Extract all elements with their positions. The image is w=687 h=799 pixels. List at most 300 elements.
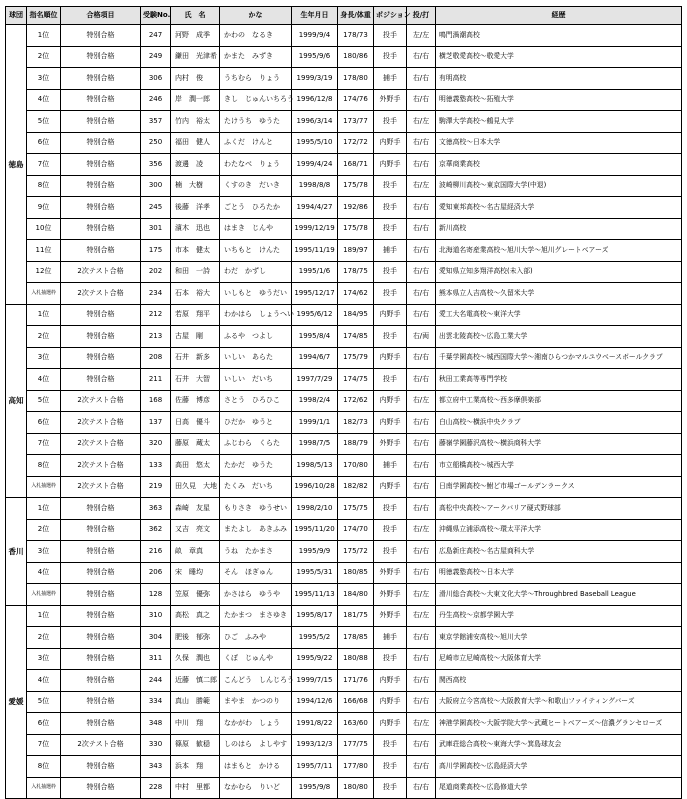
rank-cell: 9位 xyxy=(27,197,61,219)
rank-cell: 入札抽選枠 xyxy=(27,584,61,606)
height-weight-cell: 182/73 xyxy=(338,412,374,434)
table-row xyxy=(6,111,682,133)
table-row xyxy=(6,175,682,197)
pass-cell: 特別合格 xyxy=(61,670,141,692)
position-cell: 外野手 xyxy=(374,562,407,584)
position-cell: 外野手 xyxy=(374,584,407,606)
height-weight-cell: 180/85 xyxy=(338,562,374,584)
pass-cell: 2次テスト合格 xyxy=(61,412,141,434)
rank-cell: 6位 xyxy=(27,132,61,154)
dob-cell: 1995/5/31 xyxy=(292,562,338,584)
exam-no-cell: 213 xyxy=(141,326,171,348)
pass-cell: 2次テスト合格 xyxy=(61,261,141,283)
kana-cell: ふじわら くらた xyxy=(220,433,292,455)
dob-cell: 1998/2/4 xyxy=(292,390,338,412)
rank-cell: 7位 xyxy=(27,154,61,176)
height-weight-cell: 192/86 xyxy=(338,197,374,219)
exam-no-cell: 202 xyxy=(141,261,171,283)
exam-no-cell: 219 xyxy=(141,476,171,498)
rank-cell: 2位 xyxy=(27,46,61,68)
kana-cell: いしもと ゆうだい xyxy=(220,283,292,305)
height-weight-cell: 180/86 xyxy=(338,46,374,68)
throw-bat-cell: 右/右 xyxy=(407,240,436,262)
table-row xyxy=(6,433,682,455)
height-weight-cell: 184/95 xyxy=(338,304,374,326)
exam-no-cell: 133 xyxy=(141,455,171,477)
throw-bat-cell: 右/右 xyxy=(407,627,436,649)
table-row xyxy=(6,691,682,713)
table-row xyxy=(6,283,682,305)
pass-cell: 特別合格 xyxy=(61,68,141,90)
rank-cell: 3位 xyxy=(27,541,61,563)
dob-cell: 1999/1/1 xyxy=(292,412,338,434)
rank-cell: 2位 xyxy=(27,627,61,649)
throw-bat-cell: 右/右 xyxy=(407,648,436,670)
exam-no-cell: 348 xyxy=(141,713,171,735)
exam-no-cell: 357 xyxy=(141,111,171,133)
table-row xyxy=(6,89,682,111)
height-weight-cell: 174/62 xyxy=(338,283,374,305)
height-weight-cell: 175/78 xyxy=(338,175,374,197)
rank-cell: 4位 xyxy=(27,670,61,692)
dob-cell: 1994/4/27 xyxy=(292,197,338,219)
name-cell: 真山 勝範 xyxy=(171,691,220,713)
pass-cell: 特別合格 xyxy=(61,175,141,197)
height-weight-cell: 174/76 xyxy=(338,89,374,111)
position-cell: 投手 xyxy=(374,197,407,219)
pass-cell: 特別合格 xyxy=(61,240,141,262)
height-weight-cell: 175/72 xyxy=(338,541,374,563)
name-cell: 市本 健太 xyxy=(171,240,220,262)
rank-cell: 1位 xyxy=(27,605,61,627)
rank-cell: 8位 xyxy=(27,455,61,477)
rank-cell: 5位 xyxy=(27,111,61,133)
dob-cell: 1996/12/8 xyxy=(292,89,338,111)
kana-cell: かさはら ゆうや xyxy=(220,584,292,606)
name-cell: 石井 新多 xyxy=(171,347,220,369)
pass-cell: 特別合格 xyxy=(61,111,141,133)
kana-cell: ひご ふみや xyxy=(220,627,292,649)
header-exam-no: 受験No. xyxy=(141,7,171,25)
rank-cell: 11位 xyxy=(27,240,61,262)
name-cell: 久保 潤也 xyxy=(171,648,220,670)
career-cell: 明徳義塾高校～拓殖大学 xyxy=(436,89,682,111)
table-body xyxy=(6,25,682,799)
career-cell: 高松中央高校～アークバリア硬式野球部 xyxy=(436,498,682,520)
throw-bat-cell: 右/右 xyxy=(407,777,436,799)
career-cell: 千葉学園高校～城西国際大学～湘南ひらつかマルユウベースボールクラブ xyxy=(436,347,682,369)
rank-cell: 3位 xyxy=(27,347,61,369)
position-cell: 投手 xyxy=(374,519,407,541)
throw-bat-cell: 右/右 xyxy=(407,68,436,90)
career-cell: 出雲北陵高校～広島工業大学 xyxy=(436,326,682,348)
height-weight-cell: 177/80 xyxy=(338,756,374,778)
kana-cell: いしい あらた xyxy=(220,347,292,369)
height-weight-cell: 174/70 xyxy=(338,519,374,541)
name-cell: 若原 翔平 xyxy=(171,304,220,326)
dob-cell: 1993/12/3 xyxy=(292,734,338,756)
position-cell: 内野手 xyxy=(374,154,407,176)
team-cell: 徳島 xyxy=(6,25,27,305)
height-weight-cell: 180/80 xyxy=(338,777,374,799)
table-row xyxy=(6,648,682,670)
pass-cell: 特別合格 xyxy=(61,46,141,68)
name-cell: 田久見 大地 xyxy=(171,476,220,498)
position-cell: 内野手 xyxy=(374,670,407,692)
name-cell: 和田 一詩 xyxy=(171,261,220,283)
position-cell: 投手 xyxy=(374,541,407,563)
name-cell: 河野 成季 xyxy=(171,25,220,47)
name-cell: 宋 睡均 xyxy=(171,562,220,584)
kana-cell: かまた みずき xyxy=(220,46,292,68)
kana-cell: たくみ だいち xyxy=(220,476,292,498)
header-dob: 生年月日 xyxy=(292,7,338,25)
pass-cell: 特別合格 xyxy=(61,627,141,649)
kana-cell: しのはら よしやす xyxy=(220,734,292,756)
exam-no-cell: 304 xyxy=(141,627,171,649)
table-row xyxy=(6,498,682,520)
height-weight-cell: 166/68 xyxy=(338,691,374,713)
throw-bat-cell: 右/右 xyxy=(407,541,436,563)
throw-bat-cell: 右/左 xyxy=(407,175,436,197)
pass-cell: 特別合格 xyxy=(61,369,141,391)
position-cell: 内野手 xyxy=(374,347,407,369)
table-row xyxy=(6,519,682,541)
height-weight-cell: 178/75 xyxy=(338,261,374,283)
throw-bat-cell: 右/右 xyxy=(407,756,436,778)
kana-cell: たかだ ゆうた xyxy=(220,455,292,477)
exam-no-cell: 320 xyxy=(141,433,171,455)
name-cell: 近藤 慎二郎 xyxy=(171,670,220,692)
pass-cell: 2次テスト合格 xyxy=(61,734,141,756)
exam-no-cell: 306 xyxy=(141,68,171,90)
position-cell: 投手 xyxy=(374,175,407,197)
table-row xyxy=(6,390,682,412)
kana-cell: うちむら りょう xyxy=(220,68,292,90)
name-cell: 岸 潤一郎 xyxy=(171,89,220,111)
pass-cell: 特別合格 xyxy=(61,197,141,219)
height-weight-cell: 181/75 xyxy=(338,605,374,627)
height-weight-cell: 177/75 xyxy=(338,734,374,756)
career-cell: 日南学園高校～鮒ど市場ゴールデンラークス xyxy=(436,476,682,498)
position-cell: 内野手 xyxy=(374,390,407,412)
career-cell: 秋田工業高等専門学校 xyxy=(436,369,682,391)
dob-cell: 1995/9/6 xyxy=(292,46,338,68)
pass-cell: 2次テスト合格 xyxy=(61,455,141,477)
pass-cell: 特別合格 xyxy=(61,713,141,735)
position-cell: 投手 xyxy=(374,756,407,778)
career-cell: 尼崎市立尼崎高校～大阪体育大学 xyxy=(436,648,682,670)
table-row xyxy=(6,455,682,477)
name-cell: 浜本 翔 xyxy=(171,756,220,778)
name-cell: 楠 大樹 xyxy=(171,175,220,197)
career-cell: 白山高校～横浜中央クラブ xyxy=(436,412,682,434)
table-row xyxy=(6,412,682,434)
position-cell: 投手 xyxy=(374,326,407,348)
table-row xyxy=(6,240,682,262)
height-weight-cell: 175/78 xyxy=(338,218,374,240)
career-cell: 関西高校 xyxy=(436,670,682,692)
rank-cell: 4位 xyxy=(27,562,61,584)
throw-bat-cell: 右/左 xyxy=(407,390,436,412)
dob-cell: 1994/12/6 xyxy=(292,691,338,713)
header-height-weight: 身長/体重 xyxy=(338,7,374,25)
name-cell: 畝 章真 xyxy=(171,541,220,563)
exam-no-cell: 343 xyxy=(141,756,171,778)
rank-cell: 2位 xyxy=(27,326,61,348)
throw-bat-cell: 右/左 xyxy=(407,111,436,133)
kana-cell: ひだか ゆうと xyxy=(220,412,292,434)
header-position: ポジション xyxy=(374,7,407,25)
position-cell: 捕手 xyxy=(374,455,407,477)
exam-no-cell: 216 xyxy=(141,541,171,563)
exam-no-cell: 310 xyxy=(141,605,171,627)
throw-bat-cell: 右/右 xyxy=(407,46,436,68)
exam-no-cell: 362 xyxy=(141,519,171,541)
table-row xyxy=(6,369,682,391)
career-cell: 駒澤大学高校～鶴見大学 xyxy=(436,111,682,133)
dob-cell: 1991/8/22 xyxy=(292,713,338,735)
dob-cell: 1996/10/28 xyxy=(292,476,338,498)
table-row xyxy=(6,670,682,692)
dob-cell: 1995/7/11 xyxy=(292,756,338,778)
table-row xyxy=(6,734,682,756)
position-cell: 内野手 xyxy=(374,691,407,713)
pass-cell: 特別合格 xyxy=(61,541,141,563)
position-cell: 投手 xyxy=(374,261,407,283)
kana-cell: そん ほぎゅん xyxy=(220,562,292,584)
career-cell: 武庫荘総合高校～東海大学～箕島球友会 xyxy=(436,734,682,756)
name-cell: 高松 真之 xyxy=(171,605,220,627)
pass-cell: 特別合格 xyxy=(61,648,141,670)
table-row xyxy=(6,347,682,369)
exam-no-cell: 250 xyxy=(141,132,171,154)
throw-bat-cell: 右/右 xyxy=(407,369,436,391)
career-cell: 北海道名寄産業高校～旭川大学～旭川グレートベアーズ xyxy=(436,240,682,262)
name-cell: 竹内 裕太 xyxy=(171,111,220,133)
draft-table-wrapper xyxy=(5,6,682,799)
name-cell: 森崎 友星 xyxy=(171,498,220,520)
kana-cell: きし じゅんいちろう xyxy=(220,89,292,111)
rank-cell: 5位 xyxy=(27,691,61,713)
position-cell: 内野手 xyxy=(374,476,407,498)
pass-cell: 2次テスト合格 xyxy=(61,433,141,455)
position-cell: 投手 xyxy=(374,498,407,520)
height-weight-cell: 189/97 xyxy=(338,240,374,262)
table-row xyxy=(6,476,682,498)
kana-cell: まやま かつのり xyxy=(220,691,292,713)
height-weight-cell: 188/79 xyxy=(338,433,374,455)
dob-cell: 1995/8/17 xyxy=(292,605,338,627)
exam-no-cell: 246 xyxy=(141,89,171,111)
header-rank: 指名順位 xyxy=(27,7,61,25)
position-cell: 投手 xyxy=(374,777,407,799)
career-cell: 滑川総合高校～大東文化大学～Throughbred Baseball League xyxy=(436,584,682,606)
position-cell: 外野手 xyxy=(374,89,407,111)
dob-cell: 1994/6/7 xyxy=(292,347,338,369)
throw-bat-cell: 右/右 xyxy=(407,476,436,498)
height-weight-cell: 178/85 xyxy=(338,627,374,649)
throw-bat-cell: 右/左 xyxy=(407,519,436,541)
dob-cell: 1995/11/19 xyxy=(292,240,338,262)
position-cell: 捕手 xyxy=(374,627,407,649)
exam-no-cell: 211 xyxy=(141,369,171,391)
kana-cell: ふくだ けんと xyxy=(220,132,292,154)
table-row xyxy=(6,154,682,176)
career-cell: 尾道商業高校～広島修道大学 xyxy=(436,777,682,799)
pass-cell: 特別合格 xyxy=(61,326,141,348)
table-row xyxy=(6,605,682,627)
exam-no-cell: 175 xyxy=(141,240,171,262)
career-cell: 愛知東邦高校～名古屋経済大学 xyxy=(436,197,682,219)
dob-cell: 1997/7/29 xyxy=(292,369,338,391)
rank-cell: 6位 xyxy=(27,713,61,735)
height-weight-cell: 170/80 xyxy=(338,455,374,477)
exam-no-cell: 356 xyxy=(141,154,171,176)
pass-cell: 特別合格 xyxy=(61,218,141,240)
position-cell: 捕手 xyxy=(374,240,407,262)
pass-cell: 特別合格 xyxy=(61,756,141,778)
throw-bat-cell: 右/右 xyxy=(407,197,436,219)
exam-no-cell: 228 xyxy=(141,777,171,799)
name-cell: 篠原 歓穏 xyxy=(171,734,220,756)
dob-cell: 1995/12/17 xyxy=(292,283,338,305)
height-weight-cell: 178/73 xyxy=(338,25,374,47)
kana-cell: またよし あきふみ xyxy=(220,519,292,541)
pass-cell: 2次テスト合格 xyxy=(61,390,141,412)
kana-cell: わだ かずし xyxy=(220,261,292,283)
rank-cell: 8位 xyxy=(27,175,61,197)
career-cell: 沖縄県立浦添高校～環太平洋大学 xyxy=(436,519,682,541)
position-cell: 外野手 xyxy=(374,605,407,627)
header-pass: 合格項目 xyxy=(61,7,141,25)
name-cell: 内村 俊 xyxy=(171,68,220,90)
pass-cell: 特別合格 xyxy=(61,691,141,713)
rank-cell: 1位 xyxy=(27,304,61,326)
position-cell: 内野手 xyxy=(374,713,407,735)
name-cell: 藤原 蔵太 xyxy=(171,433,220,455)
throw-bat-cell: 右/右 xyxy=(407,89,436,111)
pass-cell: 2次テスト合格 xyxy=(61,283,141,305)
pass-cell: 特別合格 xyxy=(61,519,141,541)
exam-no-cell: 301 xyxy=(141,218,171,240)
height-weight-cell: 173/77 xyxy=(338,111,374,133)
throw-bat-cell: 右/両 xyxy=(407,326,436,348)
dob-cell: 1998/8/8 xyxy=(292,175,338,197)
table-row xyxy=(6,326,682,348)
exam-no-cell: 363 xyxy=(141,498,171,520)
kana-cell: なかがわ しょう xyxy=(220,713,292,735)
pass-cell: 特別合格 xyxy=(61,89,141,111)
career-cell: 広島新庄高校～名古屋商科大学 xyxy=(436,541,682,563)
career-cell: 新川高校 xyxy=(436,218,682,240)
team-cell: 愛媛 xyxy=(6,605,27,799)
dob-cell: 1995/1/6 xyxy=(292,261,338,283)
pass-cell: 特別合格 xyxy=(61,25,141,47)
dob-cell: 1998/7/5 xyxy=(292,433,338,455)
throw-bat-cell: 右/左 xyxy=(407,605,436,627)
throw-bat-cell: 右/右 xyxy=(407,734,436,756)
table-row xyxy=(6,713,682,735)
dob-cell: 1999/4/24 xyxy=(292,154,338,176)
name-cell: 中村 里都 xyxy=(171,777,220,799)
position-cell: 投手 xyxy=(374,369,407,391)
throw-bat-cell: 右/右 xyxy=(407,498,436,520)
position-cell: 投手 xyxy=(374,283,407,305)
kana-cell: くぼ じゅんや xyxy=(220,648,292,670)
position-cell: 投手 xyxy=(374,46,407,68)
dob-cell: 1998/5/13 xyxy=(292,455,338,477)
position-cell: 内野手 xyxy=(374,304,407,326)
exam-no-cell: 245 xyxy=(141,197,171,219)
rank-cell: 入札抽選枠 xyxy=(27,777,61,799)
table-row xyxy=(6,541,682,563)
height-weight-cell: 172/72 xyxy=(338,132,374,154)
throw-bat-cell: 右/右 xyxy=(407,691,436,713)
pass-cell: 2次テスト合格 xyxy=(61,476,141,498)
exam-no-cell: 247 xyxy=(141,25,171,47)
throw-bat-cell: 右/右 xyxy=(407,304,436,326)
throw-bat-cell: 右/右 xyxy=(407,154,436,176)
career-cell: 藤嶺学園藤沢高校～横浜商科大学 xyxy=(436,433,682,455)
dob-cell: 1999/12/19 xyxy=(292,218,338,240)
position-cell: 内野手 xyxy=(374,412,407,434)
name-cell: 笠原 優弥 xyxy=(171,584,220,606)
career-cell: 神港学園高校～大阪学院大学～武蔵ヒートベアーズ～信濃グランセローズ xyxy=(436,713,682,735)
pass-cell: 特別合格 xyxy=(61,605,141,627)
pass-cell: 特別合格 xyxy=(61,562,141,584)
header-row xyxy=(6,7,682,25)
kana-cell: わたなべ りょう xyxy=(220,154,292,176)
header-career: 経歴 xyxy=(436,7,682,25)
name-cell: 福田 健人 xyxy=(171,132,220,154)
pass-cell: 特別合格 xyxy=(61,777,141,799)
dob-cell: 1995/5/2 xyxy=(292,627,338,649)
throw-bat-cell: 右/左 xyxy=(407,584,436,606)
name-cell: 古屋 剛 xyxy=(171,326,220,348)
rank-cell: 10位 xyxy=(27,218,61,240)
exam-no-cell: 330 xyxy=(141,734,171,756)
pass-cell: 特別合格 xyxy=(61,498,141,520)
career-cell: 波崎柳川高校～東京国際大学(中退) xyxy=(436,175,682,197)
height-weight-cell: 174/85 xyxy=(338,326,374,348)
throw-bat-cell: 右/右 xyxy=(407,283,436,305)
table-row xyxy=(6,132,682,154)
kana-cell: はまもと かける xyxy=(220,756,292,778)
rank-cell: 8位 xyxy=(27,756,61,778)
dob-cell: 1995/9/9 xyxy=(292,541,338,563)
career-cell: 明徳義塾高校～日本大学 xyxy=(436,562,682,584)
dob-cell: 1995/11/13 xyxy=(292,584,338,606)
throw-bat-cell: 右/左 xyxy=(407,713,436,735)
career-cell: 京華商業高校 xyxy=(436,154,682,176)
height-weight-cell: 172/62 xyxy=(338,390,374,412)
dob-cell: 1999/3/19 xyxy=(292,68,338,90)
exam-no-cell: 137 xyxy=(141,412,171,434)
table-header xyxy=(6,7,682,25)
kana-cell: かわの なるき xyxy=(220,25,292,47)
rank-cell: 4位 xyxy=(27,89,61,111)
career-cell: 大阪府立今宮高校～大阪教育大学～和歌山ファイティングバーズ xyxy=(436,691,682,713)
career-cell: 東京学館浦安高校～旭川大学 xyxy=(436,627,682,649)
height-weight-cell: 182/82 xyxy=(338,476,374,498)
position-cell: 投手 xyxy=(374,111,407,133)
career-cell: 横芝敬愛高校～敬愛大学 xyxy=(436,46,682,68)
height-weight-cell: 180/88 xyxy=(338,648,374,670)
career-cell: 都立府中工業高校～西多摩倶楽部 xyxy=(436,390,682,412)
name-cell: 又吉 亮文 xyxy=(171,519,220,541)
table-row xyxy=(6,261,682,283)
